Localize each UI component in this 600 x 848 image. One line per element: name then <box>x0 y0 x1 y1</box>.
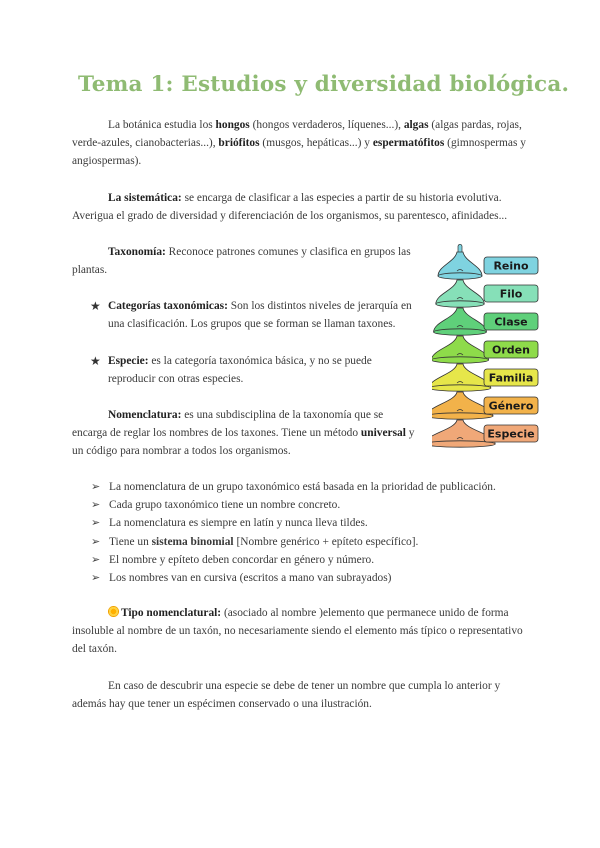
arrow-icon: ➢ <box>91 553 101 566</box>
list-item: ➢ La nomenclatura de un grupo taxonómico está basada en la prioridad de publicación. <box>91 478 551 496</box>
bell-shape <box>434 308 487 332</box>
star-icon: ★ <box>90 299 101 313</box>
level-label: Reino <box>493 259 529 273</box>
tipo-paragraph: Tipo nomenclatural: (asociado al nombre )elemento que permanece unido de forma insoluble al nombre de un taxón, no necesariamente siendo el elemento más típico o representativo del taxón. <box>72 607 523 655</box>
level-label: Familia <box>488 371 534 385</box>
bell-rim <box>432 385 491 391</box>
level-label: Orden <box>492 343 530 357</box>
taxonomy-diagram <box>432 244 542 450</box>
taxonomia-paragraph: Taxonomía: Reconoce patrones comunes y clasifica en grupos las plantas. <box>72 246 411 276</box>
arrow-icon: ➢ <box>91 481 101 493</box>
taxonomy-level-clase <box>434 308 538 335</box>
term-tipo: Tipo nomenclatural: <box>121 607 222 619</box>
list-item: ➢ El nombre y epíteto deben concordar en género y número. <box>91 551 551 569</box>
bell-shape <box>438 252 482 276</box>
arrow-icon: ➢ <box>91 535 101 548</box>
document-page: Tema 1: Estudios y diversidad biológica. La botánica estudia los hongos (hongos verdaderos, líquenes...), algas (algas pardas, rojas, verde-azules, cianobacterias...), briófitos (musgos, hepáticas...) y espermatófitos (gimnospermas y angiospermas). La sistemática: se encarga de clasificar a las especies a partir de su historia evolutiva. Averigua el grado de diversidad y diferenciación de los organismos, su parentesco, afinidades... Taxonomía: Reconoce patrones comunes y clasifica en grupos las plantas. ★ Categorías taxonómicas: Son los distintos niveles de jerarquía en una clasificación. Los grupos que se forman se llaman taxones. ★ Especie: es la categoría taxonómica básica, y no se puede reproducir con otras especies. Nomenclatura: es una subdisciplina de la taxonomía que se encarga de reglar los nombres de los taxones. Tiene un método universal y un código para nombrar a todos los organismos. ➢ La nomenclatura de un grupo taxonómico está basada en la prioridad de publicación. ➢ Cada grupo taxonómico tiene un nombre concreto. ➢ La nomenclatura es siempre en latín y nunca lleva tildes. ➢ Tiene un sistema binomial [Nombre genérico + epíteto específico]. ➢ El nombre y epíteto deben concordar en género y número. ➢ Los nombres van en cursiva (escritos a mano van subrayados) Tipo nomenclatural: (asociado al nombre )elemento que permanece unido de forma insoluble al nombre de un taxón, no necesariamente siendo el elemento más típico o representativo del taxón. En caso de descubrir una especie se debe de tener un nombre que cumpla lo anterior y además hay que tener un espécimen conservado o una ilustración. Reino Filo Clase Orden Familia Género Especie <box>0 0 600 848</box>
taxonomy-level-género <box>432 392 538 419</box>
nomenclatura-paragraph: Nomenclatura: es una subdisciplina de la taxonomía que se encarga de reglar los nombres de los taxones. Tiene un método universal y un código para nombrar a todos los organismos. <box>72 409 415 457</box>
taxonomy-level-reino <box>438 252 538 279</box>
final-paragraph: En caso de descubrir una especie se debe de tener un nombre que cumpla lo anterior y además hay que tener un espécimen conservado o una ilustración. <box>72 680 501 710</box>
star-icon: ★ <box>90 354 101 368</box>
intro-paragraph: La botánica estudia los hongos (hongos verdaderos, líquenes...), algas (algas pardas, rojas, verde-azules, cianobacterias...), briófitos (musgos, hepáticas...) y espermatófitos (gimnospermas y angiospermas). <box>72 119 526 167</box>
list-item: ➢ Tiene un sistema binomial [Nombre genérico + epíteto específico]. <box>91 533 551 551</box>
bell-rim <box>436 301 484 307</box>
bell-shape <box>432 336 489 360</box>
term-sistematica: La sistemática: <box>108 192 182 204</box>
bell-rim <box>432 357 489 363</box>
rules-list <box>91 478 551 587</box>
bell-shape <box>436 280 484 304</box>
term-taxonomia: Taxonomía: <box>108 246 166 258</box>
list-item: ➢ La nomenclatura es siempre en latín y nunca lleva tildes. <box>91 514 551 532</box>
term-universal: universal <box>360 427 406 439</box>
taxonomy-level-filo <box>436 280 538 307</box>
level-label: Especie <box>487 427 535 441</box>
arrow-icon: ➢ <box>91 517 101 530</box>
taxonomy-level-familia <box>432 364 538 391</box>
list-item: ➢ Cada grupo taxonómico tiene un nombre concreto. <box>91 496 551 514</box>
term-hongos: hongos <box>215 119 250 131</box>
term-briofitos: briófitos <box>218 137 260 149</box>
bell-rim <box>438 273 482 279</box>
level-label: Clase <box>494 315 528 329</box>
level-label: Género <box>488 399 534 413</box>
arrow-icon: ➢ <box>91 572 101 585</box>
taxonomy-level-especie <box>432 420 538 447</box>
sistematica-paragraph: La sistemática: se encarga de clasificar a las especies a partir de su historia evolutiva. Averigua el grado de diversidad y diferenciación de los organismos, su parentesco, afinidades... <box>72 192 508 222</box>
taxonomy-level-orden <box>432 336 538 363</box>
bell-rim <box>434 329 487 335</box>
term-algas: algas <box>403 119 429 131</box>
page-title: Tema 1: Estudios y diversidad biológica. <box>78 72 570 97</box>
bell-shape <box>432 364 491 388</box>
term-espermatofitos: espermatófitos <box>372 137 445 149</box>
list-item: ➢ Los nombres van en cursiva (escritos a mano van subrayados) <box>91 569 551 587</box>
flower-icon <box>108 606 119 617</box>
bell-rim <box>432 413 493 419</box>
term-nomenclatura: Nomenclatura: <box>108 409 182 421</box>
level-label: Filo <box>499 287 523 301</box>
arrow-icon: ➢ <box>91 499 101 512</box>
